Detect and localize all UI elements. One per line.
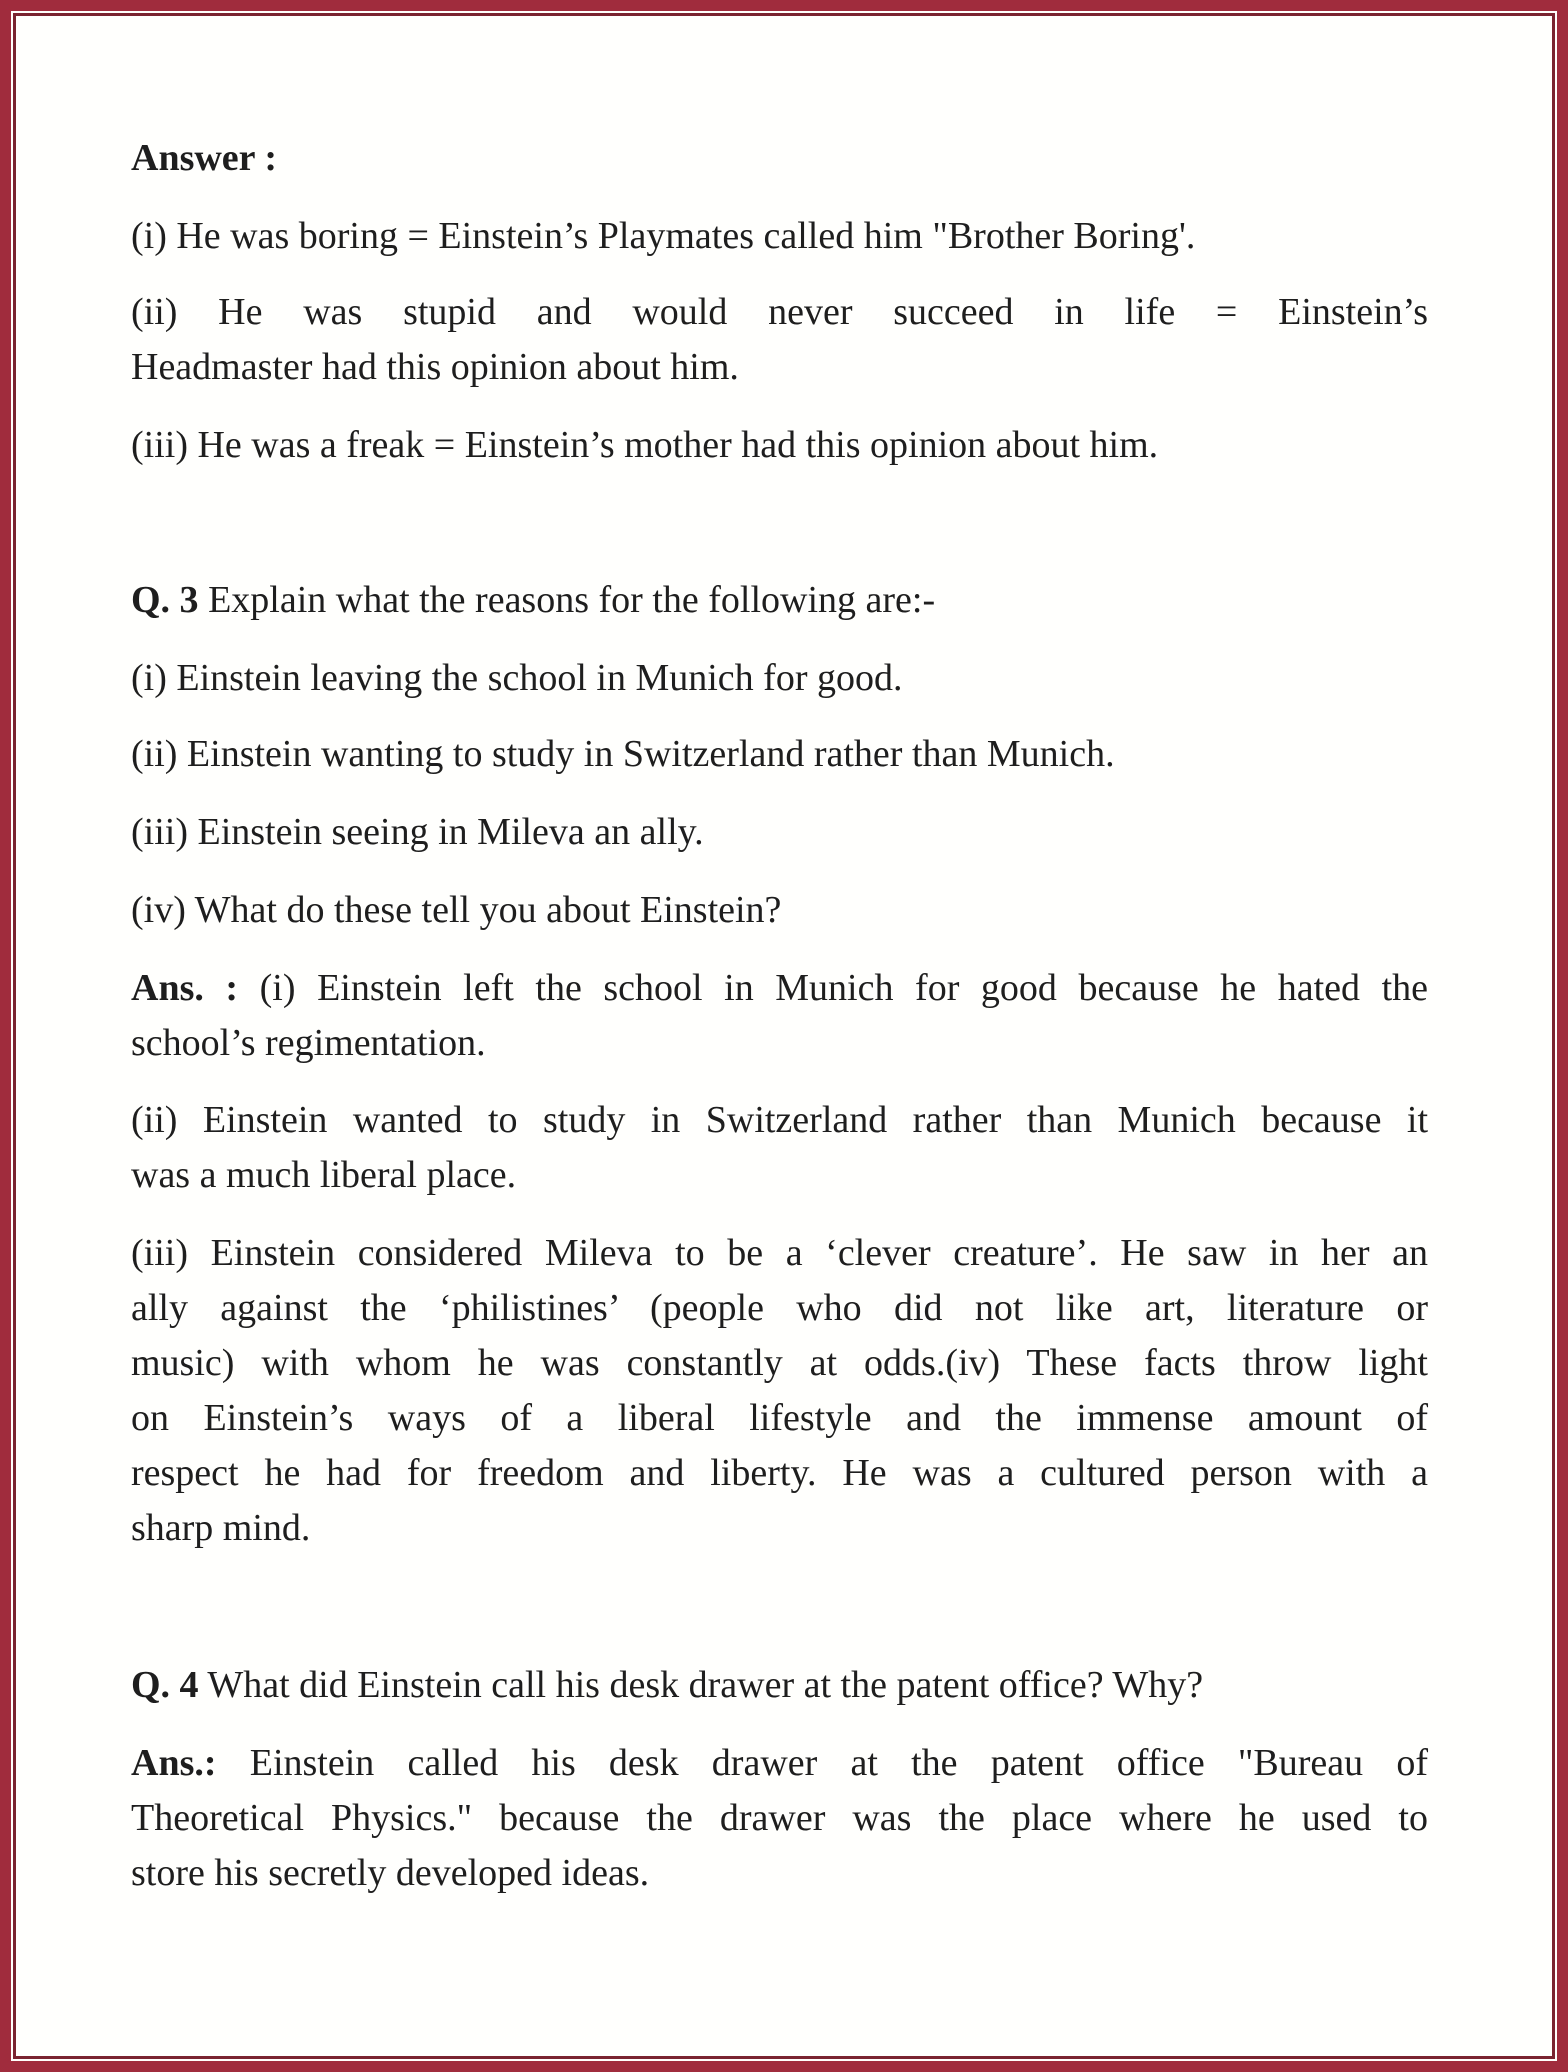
text-line: [131, 1016, 1428, 1071]
line-text: (iii) He was a freak = Einstein’s mother had this opinion about him.: [131, 424, 1159, 466]
text-line: [131, 883, 1428, 938]
line-text: store his secretly developed ideas.: [131, 1852, 650, 1894]
line-text: (i) He was boring = Einstein’s Playmates called him "Brother Boring'.: [131, 215, 1196, 257]
line-text: Theoretical Physics." because the drawer was the place where he used to: [131, 1797, 1428, 1839]
paragraph: [131, 727, 1428, 782]
line-text: respect he had for freedom and liberty. He was a cultured person with a: [131, 1452, 1428, 1494]
line-text: (ii) Einstein wanted to study in Switzerland rather than Munich because it: [131, 1099, 1428, 1141]
bold-label: Answer :: [131, 137, 278, 179]
line-text: (iii) Einstein considered Mileva to be a ‘clever creature’. He saw in her an: [131, 1232, 1428, 1274]
text-line: [131, 1658, 1428, 1713]
text-line: [131, 131, 1428, 186]
text-line: [131, 805, 1428, 860]
text-line: [131, 1281, 1428, 1336]
line-text: Explain what the reasons for the following are:-: [198, 579, 936, 621]
line-text: (ii) He was stupid and would never succeed in life = Einstein’s: [131, 291, 1428, 333]
line-text: Einstein called his desk drawer at the patent office "Bureau of: [216, 1742, 1428, 1784]
line-text: What did Einstein call his desk drawer at the patent office? Why?: [198, 1664, 1204, 1706]
paragraph: [131, 651, 1428, 706]
bold-label: Ans.:: [131, 1742, 217, 1784]
text-line: [131, 1791, 1428, 1846]
line-text: sharp mind.: [131, 1507, 311, 1549]
bold-label: Q. 4: [131, 1664, 199, 1706]
line-text: school’s regimentation.: [131, 1022, 486, 1064]
question-or-answer-block: [131, 131, 1428, 186]
question-or-answer-block: [131, 1658, 1428, 1713]
paragraph: [131, 1093, 1428, 1203]
line-text: on Einstein’s ways of a liberal lifestyle and the immense amount of: [131, 1397, 1428, 1439]
line-text: (i) Einstein leaving the school in Munich for good.: [131, 657, 903, 699]
paragraph: [131, 285, 1428, 395]
line-text: (iv) What do these tell you about Einstein?: [131, 889, 782, 931]
text-line: [131, 1093, 1428, 1148]
line-text: was a much liberal place.: [131, 1154, 517, 1196]
text-line: [131, 573, 1428, 628]
line-text: Headmaster had this opinion about him.: [131, 346, 739, 388]
text-line: [131, 727, 1428, 782]
text-line: [131, 1846, 1428, 1901]
paragraph: [131, 209, 1428, 264]
question-or-answer-block: [131, 573, 1428, 628]
text-line: [131, 1148, 1428, 1203]
text-line: [131, 209, 1428, 264]
bold-label: Q. 3: [131, 579, 199, 621]
paragraph: [131, 1226, 1428, 1556]
text-line: [131, 961, 1428, 1016]
text-line: [131, 340, 1428, 395]
paragraph: [131, 418, 1428, 473]
text-line: [131, 1391, 1428, 1446]
line-text: music) with whom he was constantly at odds.(iv) These facts throw light: [131, 1342, 1428, 1384]
text-line: [131, 651, 1428, 706]
text-line: [131, 418, 1428, 473]
line-text: (iii) Einstein seeing in Mileva an ally.: [131, 811, 704, 853]
text-line: [131, 1226, 1428, 1281]
question-or-answer-block: [131, 1736, 1428, 1901]
bold-label: Ans. :: [131, 967, 239, 1009]
page-inner-border: [13, 13, 1555, 2059]
paragraph: [131, 883, 1428, 938]
paragraph: [131, 805, 1428, 860]
line-text: (ii) Einstein wanting to study in Switzerland rather than Munich.: [131, 733, 1115, 775]
text-line: [131, 1336, 1428, 1391]
question-or-answer-block: [131, 961, 1428, 1071]
text-line: [131, 1736, 1428, 1791]
line-text: (i) Einstein left the school in Munich for good because he hated the: [238, 967, 1428, 1009]
page-frame: [11, 11, 1557, 2061]
text-line: [131, 285, 1428, 340]
text-line: [131, 1501, 1428, 1556]
line-text: ally against the ‘philistines’ (people who did not like art, literature or: [131, 1287, 1428, 1329]
text-line: [131, 1446, 1428, 1501]
